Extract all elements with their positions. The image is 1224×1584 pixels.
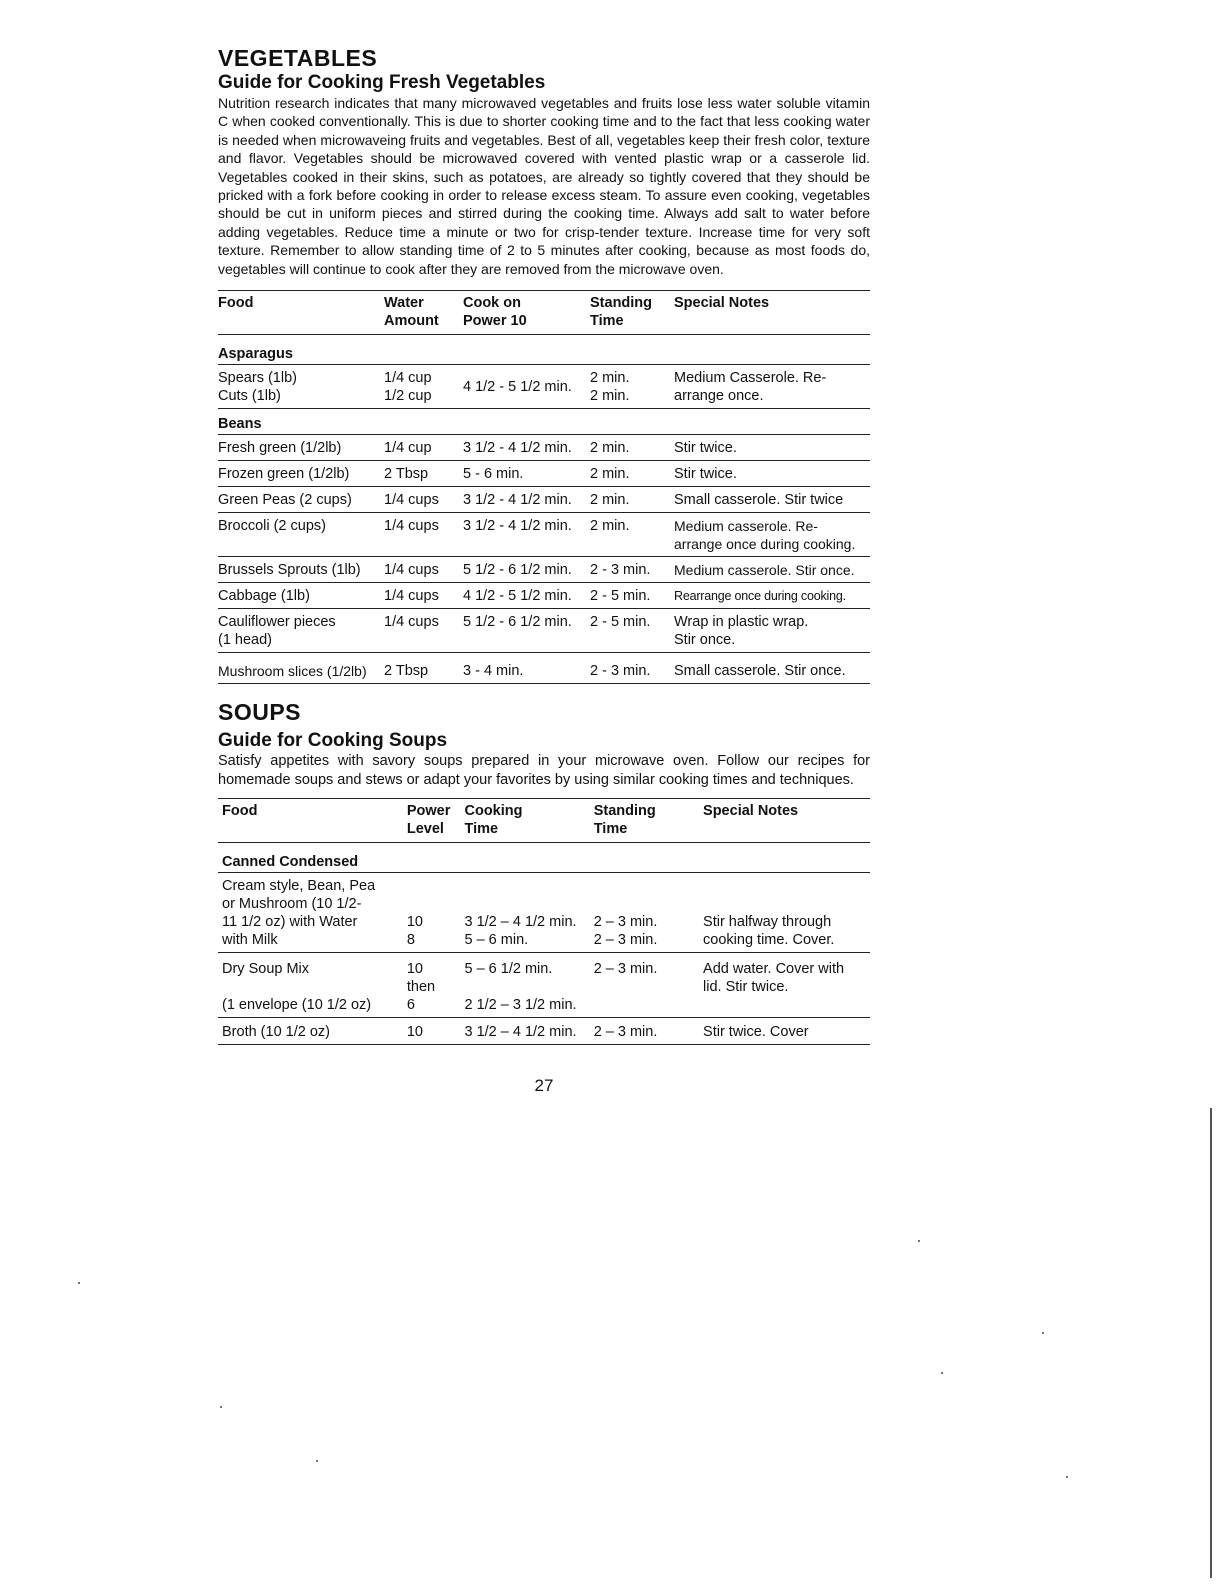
table-row <box>218 609 870 653</box>
water-cell: 1/4 cups <box>384 518 439 535</box>
power-cell: 10 8 <box>406 914 423 949</box>
water-cell: 1/4 cup <box>384 440 432 457</box>
food-cell: Brussels Sprouts (1lb) <box>218 562 361 579</box>
cooking-cell: 3 1/2 – 4 1/2 min. 5 – 6 min. <box>464 914 577 949</box>
scan-speck <box>316 1460 318 1462</box>
scan-speck <box>220 1406 222 1408</box>
cook-cell: 4 1/2 - 5 1/2 min. <box>463 379 572 396</box>
food-cell: Green Peas (2 cups) <box>218 492 352 509</box>
standing-cell: 2 min. <box>590 518 630 535</box>
header-notes: Special Notes <box>674 295 770 312</box>
table-row <box>218 583 870 609</box>
header-food: Food <box>218 295 254 312</box>
group-asparagus: Asparagus <box>218 341 870 365</box>
soups-title: SOUPS <box>218 699 302 726</box>
standing-cell: 2 min. <box>590 466 630 483</box>
water-cell: 2 Tbsp <box>384 466 429 483</box>
table-row <box>218 513 870 557</box>
cooking-cell: 3 1/2 – 4 1/2 min. <box>464 1024 577 1041</box>
cook-cell: 4 1/2 - 5 1/2 min. <box>463 588 572 605</box>
food-cell: Broccoli (2 cups) <box>218 518 326 535</box>
notes-cell: Wrap in plastic wrap. Stir once. <box>674 614 809 649</box>
header-cooking: Cooking Time <box>464 803 523 838</box>
table-row <box>218 487 870 513</box>
table-row <box>218 953 870 1018</box>
cook-cell: 3 1/2 - 4 1/2 min. <box>463 518 572 535</box>
food-cell: Mushroom slices (1/2lb) <box>218 663 367 680</box>
group-canned-condensed: Canned Condensed <box>218 849 870 873</box>
cook-cell: 5 - 6 min. <box>463 466 524 483</box>
standing-cell: 2 – 3 min. <box>593 961 658 978</box>
standing-cell: 2 - 5 min. <box>590 588 651 605</box>
cook-cell: 5 1/2 - 6 1/2 min. <box>463 562 572 579</box>
food-cell: Cauliflower pieces (1 head) <box>218 614 336 649</box>
table-row <box>218 365 870 409</box>
soups-subtitle: Guide for Cooking Soups <box>218 730 448 752</box>
scan-speck <box>941 1372 943 1374</box>
notes-cell: Medium casserole. Stir once. <box>674 562 855 579</box>
cook-cell: 3 - 4 min. <box>463 663 524 680</box>
notes-cell: Rearrange once during cooking. <box>674 589 846 604</box>
standing-cell: 2 - 5 min. <box>590 614 651 631</box>
standing-cell: 2 – 3 min. 2 – 3 min. <box>593 914 658 949</box>
notes-cell: Stir halfway through cooking time. Cover. <box>703 914 835 949</box>
standing-cell: 2 - 3 min. <box>590 562 651 579</box>
food-cell: Spears (1lb) Cuts (1lb) <box>218 370 297 405</box>
header-food: Food <box>222 803 258 820</box>
header-standing: Standing Time <box>593 803 656 838</box>
header-cook: Cook on Power 10 <box>463 295 527 330</box>
table-row <box>218 557 870 583</box>
table-row <box>218 435 870 461</box>
cooking-cell: 5 – 6 1/2 min. 2 1/2 – 3 1/2 min. <box>464 961 577 1014</box>
table-row <box>218 653 870 684</box>
vegetables-intro: Nutrition research indicates that many microwaved vegetables and fruits lose less water soluble vitamin C when cooked conventionally. This is due to shorter cooking time and to the fact that less cooking water is needed when microwaveing fruits and vegetables. Best of all, vegetables keep their fresh color, texture and flavor. Vegetables should be microwaved covered with vented plastic wrap or a casserole lid. Vegetables cooked in their skins, such as potatoes, are already so tightly covered that they should be pricked with a fork before cooking in order to release excess steam. To assure even cooking, vegetables should be cut in uniform pieces and stirred during the cooking time. Always add salt to water before adding vegetables. Reduce time a minute or two for crisp-tender texture. Increase time for very soft texture. Remember to allow standing time of 2 to 5 minutes after cooking, because as most foods do, vegetables will continue to cook after they are removed from the microwave oven. <box>218 95 870 277</box>
notes-cell: Medium Casserole. Re- arrange once. <box>674 370 827 405</box>
food-cell: Frozen green (1/2lb) <box>218 466 350 483</box>
standing-cell: 2 min. <box>590 440 630 457</box>
water-cell: 2 Tbsp <box>384 663 429 680</box>
header-water: Water Amount <box>384 295 439 330</box>
water-cell: 1/4 cups <box>384 614 439 631</box>
food-cell: Dry Soup Mix (1 envelope (10 1/2 oz) <box>222 961 372 1014</box>
standing-cell: 2 min. 2 min. <box>590 370 630 405</box>
table-row <box>218 1018 870 1045</box>
scan-speck <box>1066 1476 1068 1478</box>
cook-cell: 3 1/2 - 4 1/2 min. <box>463 492 572 509</box>
notes-cell: Stir twice. <box>674 466 737 483</box>
cook-cell: 5 1/2 - 6 1/2 min. <box>463 614 572 631</box>
food-cell: Cream style, Bean, Pea or Mushroom (10 1/2- 11 1/2 oz) with Water with Milk <box>222 878 376 949</box>
standing-cell: 2 min. <box>590 492 630 509</box>
table-row <box>218 461 870 487</box>
water-cell: 1/4 cups <box>384 562 439 579</box>
food-cell: Fresh green (1/2lb) <box>218 440 342 457</box>
scan-speck <box>918 1240 920 1242</box>
notes-cell: Small casserole. Stir once. <box>674 663 846 680</box>
scan-speck <box>1042 1332 1044 1334</box>
table-row <box>218 873 870 953</box>
table-header <box>218 799 870 843</box>
water-cell: 1/4 cups <box>384 588 439 605</box>
notes-cell: Stir twice. Cover <box>703 1024 809 1041</box>
scan-speck <box>78 1282 80 1284</box>
group-beans: Beans <box>218 411 870 435</box>
power-cell: 10 then 6 <box>406 961 436 1014</box>
vegetables-subtitle: Guide for Cooking Fresh Vegetables <box>218 72 546 93</box>
food-cell: Cabbage (1lb) <box>218 588 310 605</box>
page-number: 27 <box>534 1076 554 1095</box>
manual-page <box>218 44 870 1095</box>
water-cell: 1/4 cups <box>384 492 439 509</box>
soups-table <box>218 798 870 1045</box>
notes-cell: Add water. Cover with lid. Stir twice. <box>703 961 845 996</box>
vegetables-table <box>218 290 870 684</box>
header-standing: Standing Time <box>590 295 653 330</box>
notes-cell: Small casserole. Stir twice <box>674 492 844 509</box>
notes-cell: Stir twice. <box>674 440 737 457</box>
soups-intro: Satisfy appetites with savory soups prepared in your microwave oven. Follow our recipes for homemade soups and stews or adapt your favorites by using similar cooking times and techniques. <box>218 753 870 789</box>
power-cell: 10 <box>406 1024 423 1041</box>
table-header <box>218 291 870 335</box>
notes-cell: Medium casserole. Re- arrange once during cooking. <box>674 518 856 553</box>
page-edge <box>1210 1108 1212 1578</box>
food-cell: Broth (10 1/2 oz) <box>222 1024 330 1041</box>
vegetables-title: VEGETABLES <box>218 45 378 71</box>
header-notes: Special Notes <box>703 803 799 820</box>
water-cell: 1/4 cup 1/2 cup <box>384 370 432 405</box>
cook-cell: 3 1/2 - 4 1/2 min. <box>463 440 572 457</box>
standing-cell: 2 – 3 min. <box>593 1024 658 1041</box>
header-power: Power Level <box>406 803 451 838</box>
standing-cell: 2 - 3 min. <box>590 663 651 680</box>
